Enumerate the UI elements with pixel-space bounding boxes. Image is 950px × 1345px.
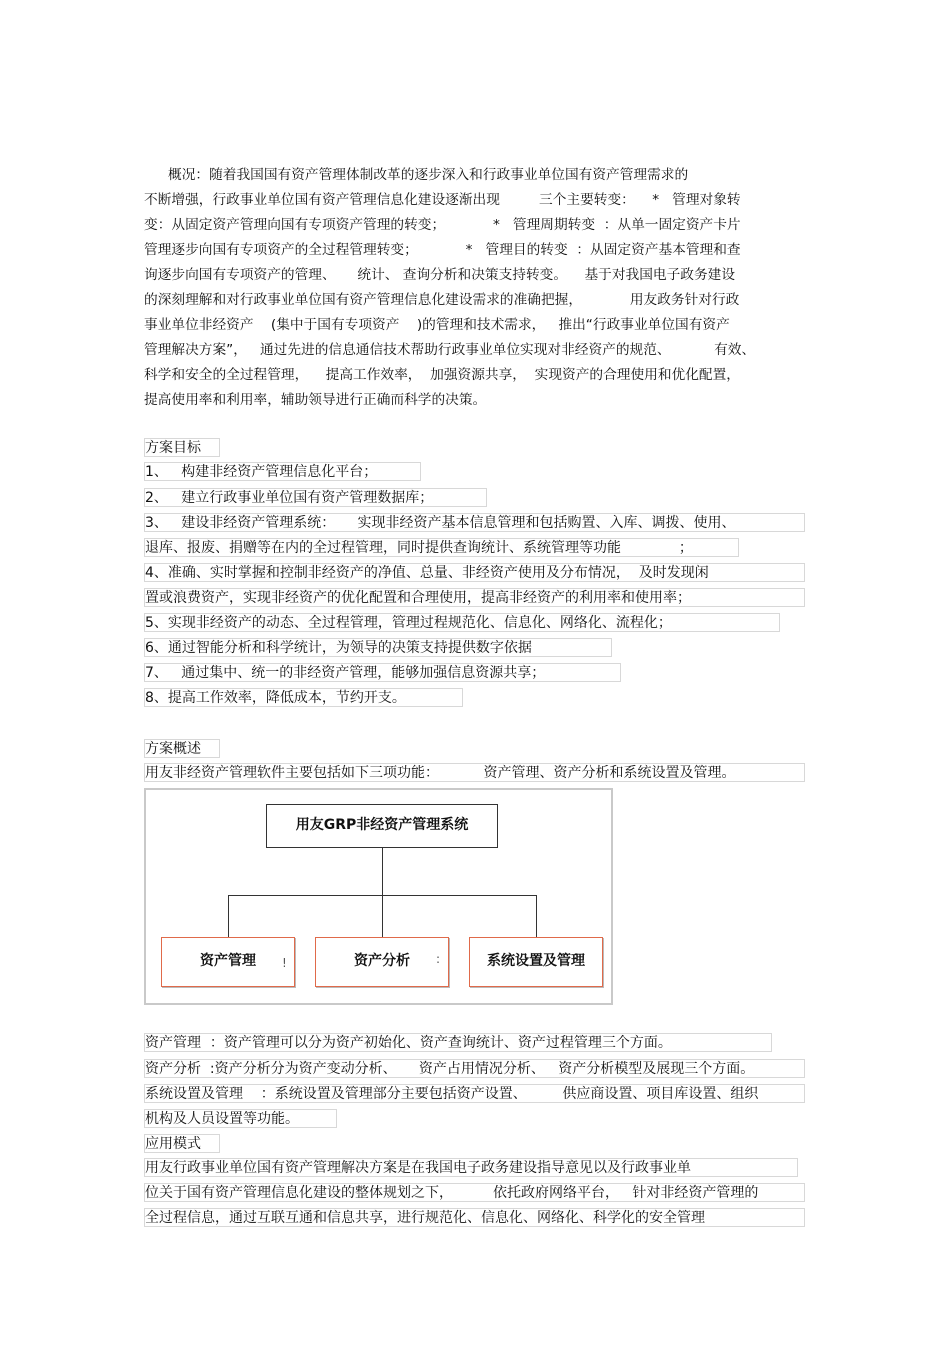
diagram-node-asset-management: 资产管理 [161, 937, 295, 987]
diagram-mark: : [436, 952, 441, 966]
goal-item: 退库、报废、捐赠等在内的全过程管理，同时提供查询统计、系统管理等功能 ； [144, 538, 739, 557]
goal-item: 置或浪费资产，实现非经资产的优化配置和合理使用，提高非经资产的利用率和使用率； [144, 588, 805, 607]
function-item: 资产管理 ：资产管理可以分为资产初始化、资产查询统计、资产过程管理三个方面。 [144, 1033, 772, 1052]
overview-line: 科学和安全的全过程管理， 提高工作效率， 加强资源共享， 实现资产的合理使用和优化配置， [144, 367, 740, 383]
section-heading-summary: 方案概述 [144, 739, 220, 758]
goal-item: 5、实现非经资产的动态、全过程管理，管理过程规范化、信息化、网络化、流程化； [144, 613, 780, 632]
diagram-mark: ! [282, 956, 287, 970]
overview-line: 管理解决方案”， 通过先进的信息通信技术帮助行政事业单位实现对非经资产的规范、 有效、 [144, 342, 756, 358]
section-heading-goals: 方案目标 [144, 438, 220, 457]
overview-line: 事业单位非经资产 (集中于国有专项资产 )的管理和技术需求， 推出“行政事业单位国有资产 [144, 317, 730, 333]
overview-line: 的深刻理解和对行政事业单位国有资产管理信息化建设需求的准确把握， 用友政务针对行政 [144, 292, 740, 308]
overview-line: 不断增强，行政事业单位国有资产管理信息化建设逐渐出现 三个主要转变： * 管理对象转 [144, 192, 741, 208]
function-item: 机构及人员设置等功能。 [144, 1109, 337, 1128]
goal-item: 6、通过智能分析和科学统计，为领导的决策支持提供数字依据 [144, 638, 612, 657]
diagram-root-box: 用友GRP非经资产管理系统 [266, 804, 498, 848]
goal-item: 1、 构建非经资产管理信息化平台； [144, 462, 421, 481]
overview-line: 概况：随着我国国有资产管理体制改革的逐步深入和行政事业单位国有资产管理需求的 [168, 167, 689, 183]
goal-item: 4、准确、实时掌握和控制非经资产的净值、总量、非经资产使用及分布情况， 及时发现闲 [144, 563, 805, 582]
diagram-connector [382, 848, 383, 896]
diagram-node-system-settings: 系统设置及管理 [469, 937, 603, 987]
overview-line: 询逐步向国有专项资产的管理、 统计、 查询分析和决策支持转变。 基于对我国电子政务建设 [144, 267, 736, 283]
goal-item: 7、 通过集中、统一的非经资产管理，能够加强信息资源共享； [144, 663, 621, 682]
diagram-connector [382, 895, 383, 937]
mode-line: 用友行政事业单位国有资产管理解决方案是在我国电子政务建设指导意见以及行政事业单 [144, 1158, 798, 1177]
diagram-node-asset-analysis: 资产分析 [315, 937, 449, 987]
goal-item: 2、 建立行政事业单位国有资产管理数据库； [144, 488, 487, 507]
diagram-connector [536, 895, 537, 937]
system-structure-diagram [144, 788, 613, 1005]
mode-line: 位关于国有资产管理信息化建设的整体规划之下， 依托政府网络平台， 针对非经资产管理的 [144, 1183, 805, 1202]
goal-item: 8、提高工作效率，降低成本，节约开支。 [144, 688, 463, 707]
goal-item: 3、 建设非经资产管理系统： 实现非经资产基本信息管理和包括购置、入库、调拨、使用、 [144, 513, 805, 532]
function-item: 资产分析 :资产分析分为资产变动分析、 资产占用情况分析、 资产分析模型及展现三个方面。 [144, 1059, 805, 1078]
diagram-connector [228, 895, 229, 937]
summary-text: 用友非经资产管理软件主要包括如下三项功能： 资产管理、资产分析和系统设置及管理。 [144, 763, 805, 782]
function-item: 系统设置及管理 ：系统设置及管理部分主要包括资产设置、 供应商设置、项目库设置、组织 [144, 1084, 805, 1103]
overview-line: 变：从固定资产管理向国有专项资产管理的转变； * 管理周期转变 ：从单一固定资产卡片 [144, 217, 741, 233]
section-heading-mode: 应用模式 [144, 1134, 220, 1153]
overview-line: 提高使用率和利用率，辅助领导进行正确而科学的决策。 [144, 392, 487, 408]
overview-line: 管理逐步向国有专项资产的全过程管理转变； * 管理目的转变 ：从固定资产基本管理和查 [144, 242, 741, 258]
mode-line: 全过程信息，通过互联互通和信息共享，进行规范化、信息化、网络化、科学化的安全管理 [144, 1208, 805, 1227]
